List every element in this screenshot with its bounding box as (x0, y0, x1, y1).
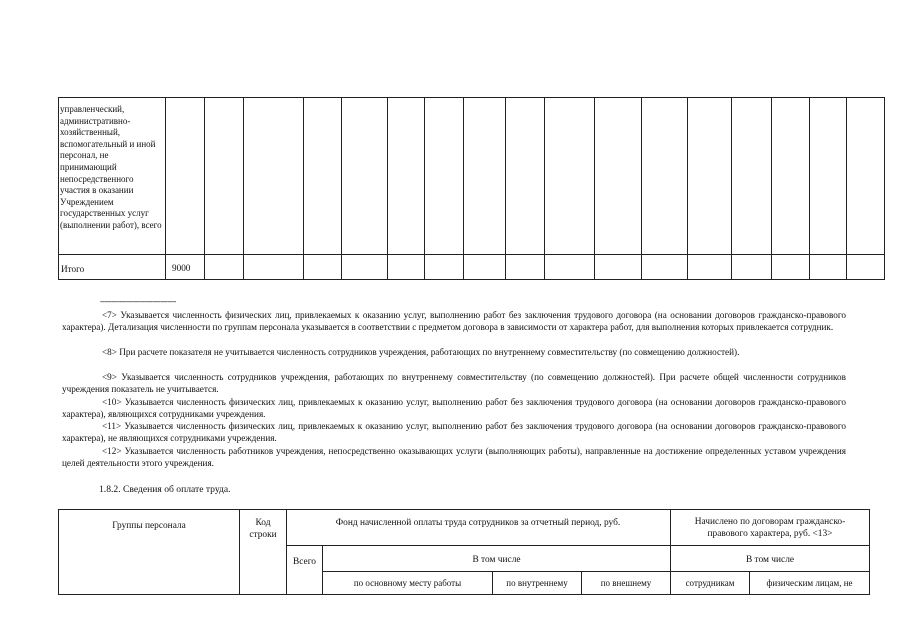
table-cell (204, 97, 244, 255)
footnote-9: <9> Указывается численность сотрудников учреждения, работающих по внутреннему совместительству (по совмещению должностей). При расчете общей численности сотрудников учреждения показатель не учитывается. (62, 372, 846, 394)
table-cell (505, 254, 545, 280)
header-internal: по внутреннему (506, 578, 568, 588)
table-cell (594, 254, 642, 280)
section-title: 1.8.2. Сведения об оплате труда. (99, 484, 231, 495)
table-cell (505, 97, 545, 255)
footnote-10: <10> Указывается численность физических лиц, привлекаемых к оказанию услуг, выполнению работ без заключения трудового договора (на основании договоров гражданско-правового характера), являющихся сотрудниками учреждения. (62, 397, 846, 419)
total-code: 9000 (172, 263, 191, 273)
table-cell (243, 254, 304, 280)
table-cell (303, 254, 342, 280)
footnote-12: <12> Указывается численность работников учреждения, непосредственно оказывающих услуги (выполняющих работы), направленные на достижение определенных уставом учреждения целей деятельности этого учреждения. (62, 446, 846, 468)
table-cell (771, 97, 810, 255)
header-contracts: Начислено по договорам гражданско-правового характера, руб. <13> (694, 517, 846, 539)
header-groups: Группы персонала (112, 521, 186, 531)
table-cell (731, 97, 772, 255)
table-cell (687, 97, 732, 255)
table-cell (165, 97, 205, 255)
header-incl2: В том числе (745, 555, 795, 565)
table-cell (641, 254, 688, 280)
header-total-cell (286, 545, 323, 595)
table-cell (641, 97, 688, 255)
table-cell (846, 254, 885, 280)
header-external: по внешнему (600, 578, 652, 588)
total-label: Итого (61, 264, 85, 274)
table-cell (731, 254, 772, 280)
footnote-separator: ----------------------------------- (100, 297, 176, 306)
table-cell (387, 254, 425, 280)
table-cell (424, 97, 464, 255)
table-cell (544, 254, 595, 280)
table-cell (809, 97, 847, 255)
header-employees: сотрудникам (685, 578, 735, 588)
header-main-place: по основному месту работы (353, 578, 462, 588)
table-cell (424, 254, 464, 280)
table-cell (204, 254, 244, 280)
table-cell (846, 97, 885, 255)
table-cell (387, 97, 425, 255)
footnote-7: <7> Указывается численность физических лиц, привлекаемых к оказанию услуг, выполнению работ без заключения трудового договора (на основании договоров гражданско-правового характера). Детализация численности по группам персонала указывается в соответствии с предметом договора в зависимости от характера работ, для выполнения которых привлекается сотрудник. (62, 310, 846, 332)
table-cell (544, 97, 595, 255)
footnote-11: <11> Указывается численность физических лиц, привлекаемых к оказанию услуг, выполнению работ без заключения трудового договора (на основании договоров гражданско-правового характера), не являющихся сотрудниками учреждения. (62, 421, 846, 443)
table-cell (594, 97, 642, 255)
table-cell (341, 97, 388, 255)
table-cell (809, 254, 847, 280)
table-cell (771, 254, 810, 280)
header-fund: Фонд начисленной оплаты труда сотрудников за отчетный период, руб. (335, 518, 621, 528)
header-total: Всего (293, 557, 316, 567)
header-code: Код строки (249, 518, 277, 540)
table-cell (463, 254, 506, 280)
table-cell (341, 254, 388, 280)
header-incl1: В том числе (472, 555, 521, 565)
header-individuals: физическим лицам, не (766, 578, 853, 588)
row-label-admin-staff: управленческий, административно-хозяйственный, вспомогательный и иной персонал, не принимающий непосредственного участия в оказании Учреждением государственных услуг (выполнении работ), всего (60, 104, 162, 230)
footnote-8: <8> При расчете показателя не учитывается численность сотрудников учреждения, работающих по внутреннему совместительству (по совмещению должностей). (102, 347, 740, 357)
table-cell (463, 97, 506, 255)
table-cell (243, 97, 304, 255)
table-cell (303, 97, 342, 255)
table-cell (687, 254, 732, 280)
